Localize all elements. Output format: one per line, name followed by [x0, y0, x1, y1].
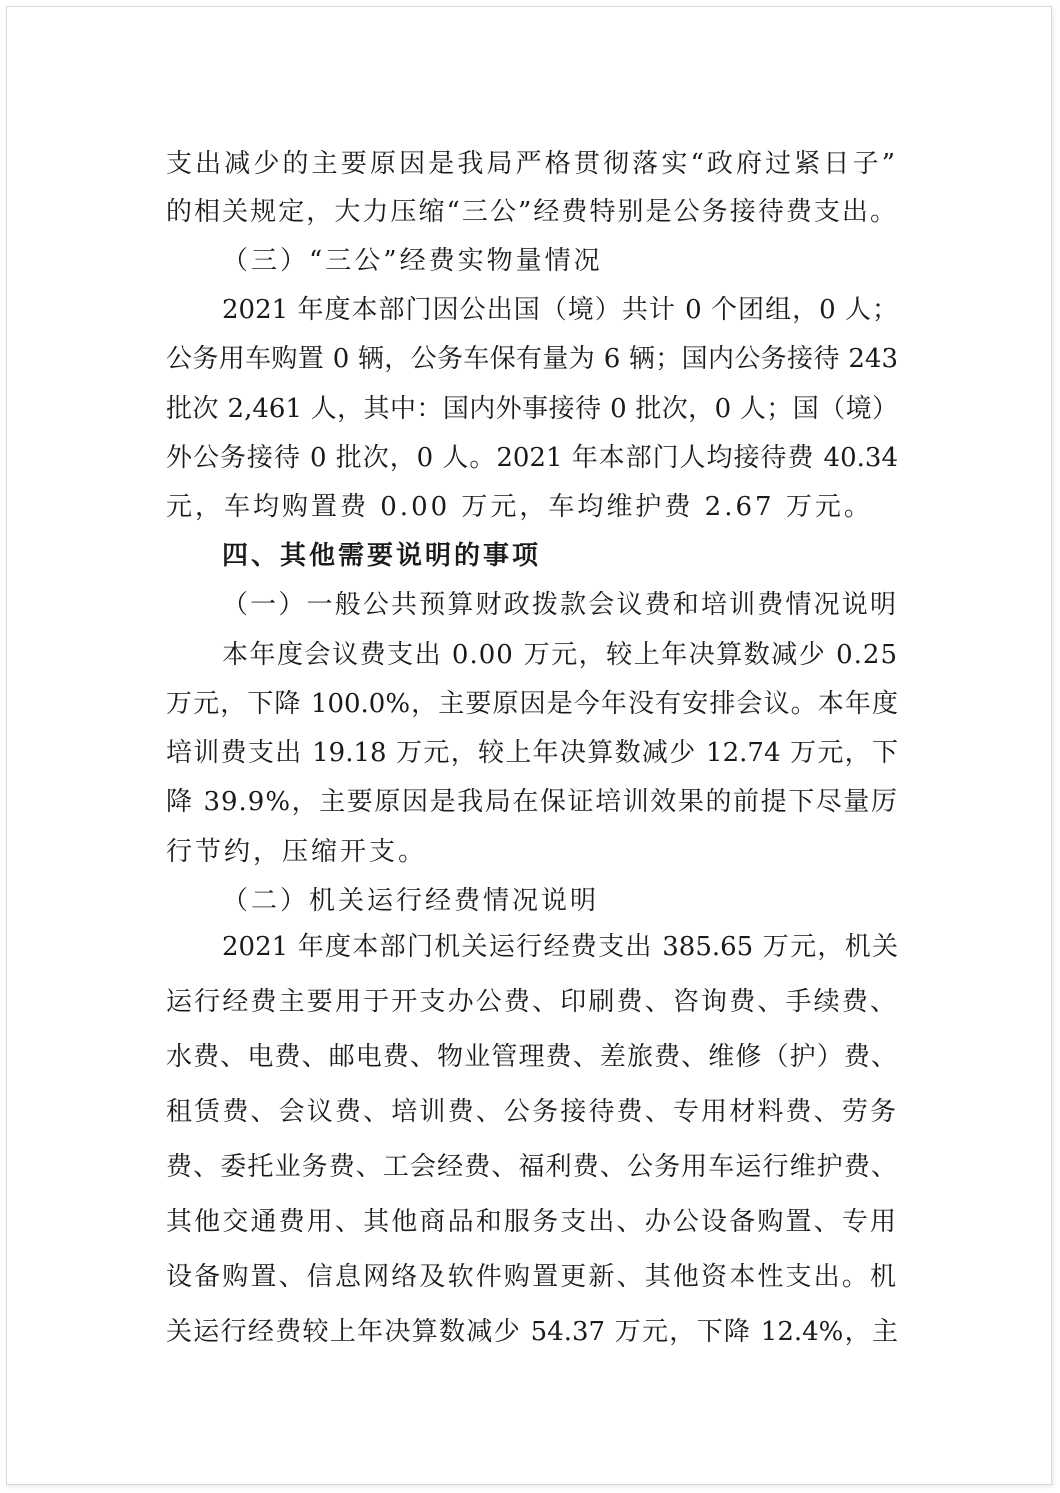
paragraph-line: 本年度会议费支出 0.00 万元，较上年决算数减少 0.25 [222, 640, 898, 670]
paragraph-line: 批次 2,461 人，其中：国内外事接待 0 批次，0 人；国（境） [166, 394, 898, 424]
paragraph-line: 支出减少的主要原因是我局严格贯彻落实“政府过紧日子” [166, 149, 898, 179]
paragraph-line: 公务用车购置 0 辆，公务车保有量为 6 辆；国内公务接待 243 [166, 344, 898, 374]
subsection-heading: （二）机关运行经费情况说明 [222, 886, 600, 916]
paragraph-line: 设备购置、信息网络及软件购置更新、其他资本性支出。机 [166, 1262, 898, 1292]
paragraph-line: 行节约，压缩开支。 [166, 837, 428, 867]
section-heading: 四、其他需要说明的事项 [222, 541, 542, 571]
paragraph-line: 关运行经费较上年决算数减少 54.37 万元，下降 12.4%，主 [166, 1317, 898, 1347]
paragraph-line: 万元，下降 100.0%，主要原因是今年没有安排会议。本年度 [166, 689, 898, 719]
paragraph-line: 元，车均购置费 0.00 万元，车均维护费 2.67 万元。 [166, 492, 873, 522]
paragraph-line: 培训费支出 19.18 万元，较上年决算数减少 12.74 万元，下 [166, 738, 898, 768]
paragraph-line: 费、委托业务费、工会经费、福利费、公务用车运行维护费、 [166, 1152, 898, 1182]
paragraph-line: 其他交通费用、其他商品和服务支出、办公设备购置、专用 [166, 1207, 898, 1237]
paragraph-line: 外公务接待 0 批次，0 人。2021 年本部门人均接待费 40.34 [166, 443, 898, 473]
paragraph-line: 降 39.9%，主要原因是我局在保证培训效果的前提下尽量厉 [166, 787, 898, 817]
paragraph-line: 的相关规定，大力压缩“三公”经费特别是公务接待费支出。 [166, 197, 898, 227]
paragraph-line: 2021 年度本部门机关运行经费支出 385.65 万元，机关 [222, 932, 898, 962]
paragraph-line: 运行经费主要用于开支办公费、印刷费、咨询费、手续费、 [166, 987, 898, 1017]
paragraph-line: 水费、电费、邮电费、物业管理费、差旅费、维修（护）费、 [166, 1042, 898, 1072]
paragraph-line: 2021 年度本部门因公出国（境）共计 0 个团组，0 人； [222, 295, 898, 325]
paragraph-line: 租赁费、会议费、培训费、公务接待费、专用材料费、劳务 [166, 1097, 898, 1127]
subsection-heading: （一）一般公共预算财政拨款会议费和培训费情况说明 [222, 590, 898, 620]
subsection-heading: （三）“三公”经费实物量情况 [222, 246, 603, 276]
